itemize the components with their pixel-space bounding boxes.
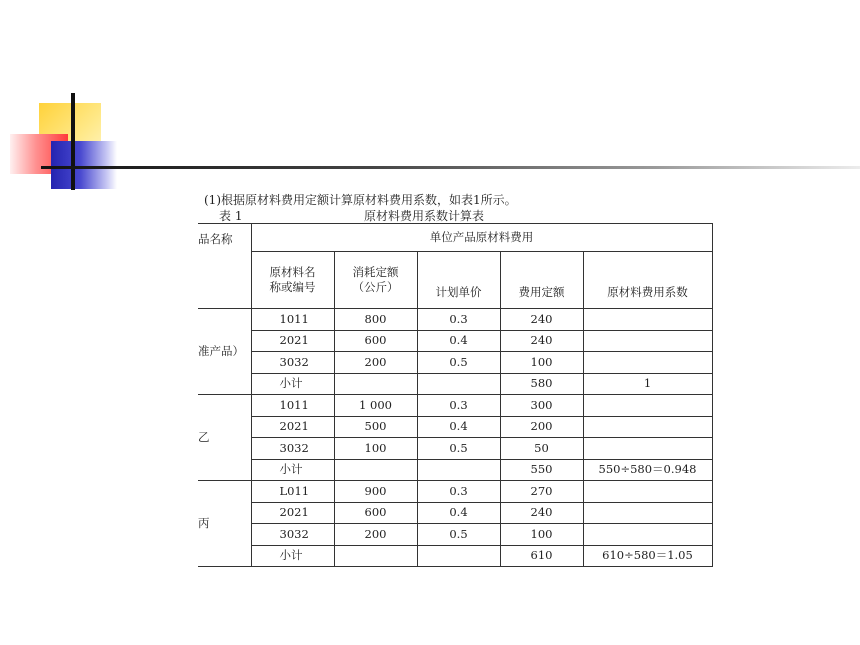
quota-cell: 550 <box>500 459 583 481</box>
consumption-cell <box>334 459 417 481</box>
header-consumption-line1: 消耗定额 <box>352 265 399 279</box>
product-name-cell: 准产品） <box>198 309 251 395</box>
header-unit-price: 计划单价 <box>417 252 500 309</box>
material-cell: 3032 <box>251 352 334 374</box>
table-row <box>198 330 712 352</box>
header-group-unit-cost: 单位产品原材料费用 <box>251 224 712 252</box>
header-material-name <box>251 252 334 309</box>
price-cell: 0.4 <box>417 330 500 352</box>
coefficient-cell <box>583 352 712 374</box>
coefficient-cell: 610÷580＝1.05 <box>583 545 712 567</box>
table-row <box>198 502 712 524</box>
header-consumption <box>334 252 417 309</box>
quota-cell: 100 <box>500 352 583 374</box>
quota-cell: 50 <box>500 438 583 460</box>
consumption-cell: 500 <box>334 416 417 438</box>
material-cell: 1011 <box>251 395 334 417</box>
price-cell: 0.3 <box>417 309 500 331</box>
table-row <box>198 309 712 331</box>
coefficient-cell <box>583 330 712 352</box>
header-cost-quota: 费用定额 <box>500 252 583 309</box>
quota-cell: 240 <box>500 502 583 524</box>
consumption-cell: 600 <box>334 330 417 352</box>
price-cell: 0.3 <box>417 481 500 503</box>
consumption-cell: 600 <box>334 502 417 524</box>
quota-cell: 240 <box>500 330 583 352</box>
header-consumption-line2: （公斤） <box>352 280 399 294</box>
material-cell: 3032 <box>251 438 334 460</box>
table-row <box>198 545 712 567</box>
material-cell: 2021 <box>251 416 334 438</box>
table-row <box>198 416 712 438</box>
quota-cell: 200 <box>500 416 583 438</box>
consumption-cell <box>334 373 417 395</box>
material-cell: 2021 <box>251 330 334 352</box>
consumption-cell: 900 <box>334 481 417 503</box>
material-cell: L011 <box>251 481 334 503</box>
table-row <box>198 524 712 546</box>
decor-vertical-bar <box>71 93 75 190</box>
header-material-name-line1: 原材料名 <box>269 265 316 279</box>
header-row-columns <box>198 252 712 309</box>
material-cell: 小计 <box>251 373 334 395</box>
coefficient-cell: 550÷580＝0.948 <box>583 459 712 481</box>
table-row <box>198 352 712 374</box>
decor-horizontal-rule <box>41 166 860 169</box>
coefficient-cell: 1 <box>583 373 712 395</box>
coefficient-cell <box>583 524 712 546</box>
header-coefficient: 原材料费用系数 <box>583 252 712 309</box>
coefficient-cell <box>583 309 712 331</box>
coefficient-cell <box>583 438 712 460</box>
consumption-cell: 800 <box>334 309 417 331</box>
price-cell: 0.5 <box>417 352 500 374</box>
header-row-group <box>198 224 712 252</box>
coefficient-cell <box>583 481 712 503</box>
decor-blue-square <box>51 141 117 189</box>
price-cell <box>417 545 500 567</box>
price-cell: 0.5 <box>417 438 500 460</box>
price-cell: 0.4 <box>417 416 500 438</box>
table-row <box>198 459 712 481</box>
quota-cell: 100 <box>500 524 583 546</box>
material-cell: 1011 <box>251 309 334 331</box>
table-row <box>198 481 712 503</box>
quota-cell: 240 <box>500 309 583 331</box>
consumption-cell: 200 <box>334 524 417 546</box>
consumption-cell: 1 000 <box>334 395 417 417</box>
price-cell <box>417 459 500 481</box>
quota-cell: 610 <box>500 545 583 567</box>
header-material-name-line2: 称或编号 <box>269 280 316 294</box>
product-name-cell: 乙 <box>198 395 251 481</box>
table-row <box>198 438 712 460</box>
product-name-cell: 丙 <box>198 481 251 567</box>
price-cell <box>417 373 500 395</box>
material-cell: 2021 <box>251 502 334 524</box>
quota-cell: 270 <box>500 481 583 503</box>
consumption-cell: 100 <box>334 438 417 460</box>
table-number: 表 1 <box>219 209 243 223</box>
price-cell: 0.4 <box>417 502 500 524</box>
price-cell: 0.5 <box>417 524 500 546</box>
consumption-cell <box>334 545 417 567</box>
material-cell: 小计 <box>251 459 334 481</box>
header-product-name: 品名称 <box>198 224 251 309</box>
material-cell: 小计 <box>251 545 334 567</box>
coefficient-cell <box>583 416 712 438</box>
consumption-cell: 200 <box>334 352 417 374</box>
quota-cell: 300 <box>500 395 583 417</box>
coefficient-cell <box>583 395 712 417</box>
quota-cell: 580 <box>500 373 583 395</box>
table-row <box>198 373 712 395</box>
intro-text: (1)根据原材料费用定额计算原材料费用系数，如表1所示。 <box>204 193 517 207</box>
material-cell: 3032 <box>251 524 334 546</box>
price-cell: 0.3 <box>417 395 500 417</box>
coefficient-cell <box>583 502 712 524</box>
table-row <box>198 395 712 417</box>
table-title: 原材料费用系数计算表 <box>364 209 485 223</box>
cost-coefficient-table <box>198 223 713 567</box>
